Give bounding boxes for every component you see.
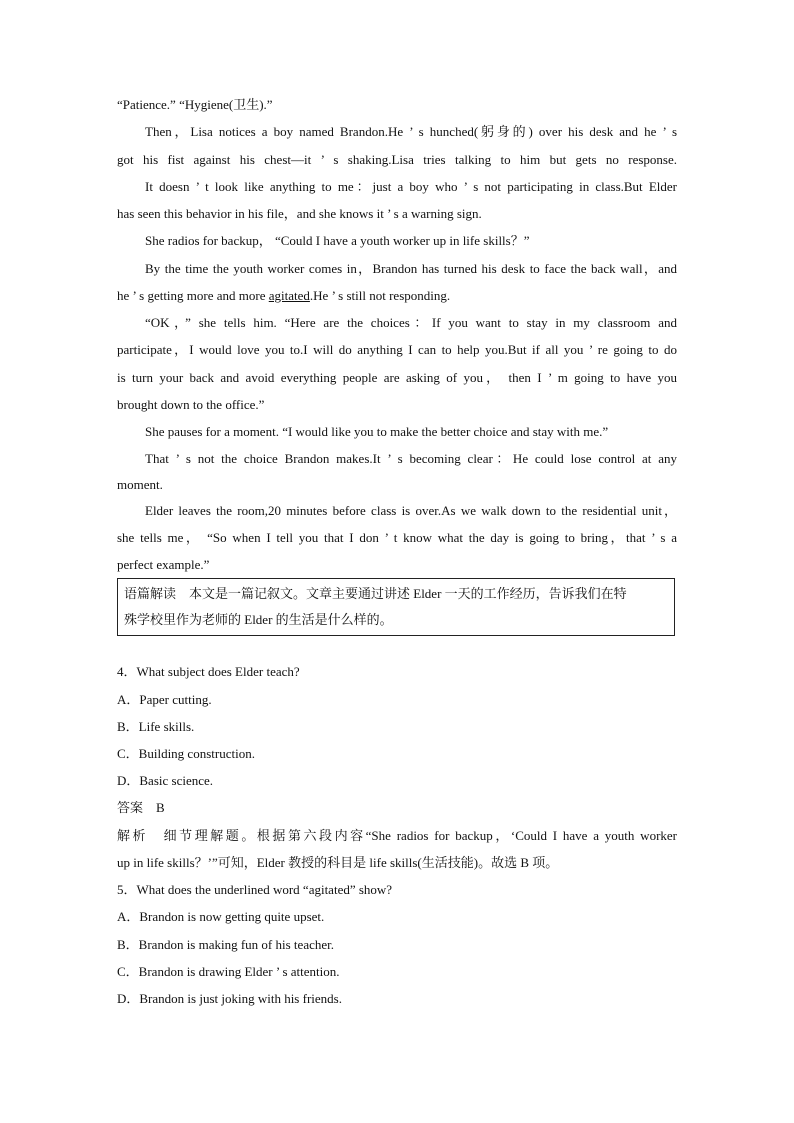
option-d: D．Brandon is just joking with his friends. xyxy=(117,991,342,1006)
passage-line: Elder leaves the room,20 minutes before class is over.As we walk down to the residential unit， xyxy=(145,503,677,518)
passage-line: She pauses for a moment. “I would like you to make the better choice and stay with me.” xyxy=(145,424,609,439)
question-stem: 5．What does the underlined word “agitated” show? xyxy=(117,882,393,897)
passage-line xyxy=(117,288,677,304)
summary-line: 语篇解读 本文是一篇记叙文。文章主要通过讲述 Elder 一天的工作经历，告诉我们在特 xyxy=(124,586,627,601)
underlined-word: agitated xyxy=(268,288,310,303)
option-a: A．Paper cutting. xyxy=(117,692,212,707)
passage-line: participate，I would love you to.I will do anything I can to help you.But if all you ’ re going to do xyxy=(117,342,677,357)
option-c: C．Brandon is drawing Elder ’ s attention. xyxy=(117,964,340,979)
passage-line: It doesn ’ t look like anything to me：just a boy who ’ s not participating in class.But Elder xyxy=(145,179,677,194)
option-b: B．Life skills. xyxy=(117,719,195,734)
passage-text: he ’ s getting more and more xyxy=(117,288,269,303)
analysis-line: up in life skills？’”可知，Elder 教授的科目是 life skills(生活技能)。故选 B 项。 xyxy=(117,855,559,870)
summary-line: 殊学校里作为老师的 Elder 的生活是什么样的。 xyxy=(124,612,393,627)
passage-line: “Patience.” “Hygiene(卫生).” xyxy=(117,97,273,112)
passage-line: got his fist against his chest—it ’ s shaking.Lisa tries talking to him but gets no response. xyxy=(117,152,677,167)
option-d: D．Basic science. xyxy=(117,773,214,788)
passage-line: has seen this behavior in his file，and she knows it ’ s a warning sign. xyxy=(117,206,482,221)
passage-line: By the time the youth worker comes in，Brandon has turned his desk to face the back wall，and xyxy=(145,261,677,276)
option-b: B．Brandon is making fun of his teacher. xyxy=(117,937,334,952)
analysis-line: 解析 细节理解题。根据第六段内容“She radios for backup，‘Could I have a youth worker xyxy=(117,828,677,843)
question-stem: 4．What subject does Elder teach? xyxy=(117,664,300,679)
passage-line: perfect example.” xyxy=(117,557,210,572)
answer: 答案 B xyxy=(117,800,165,815)
passage-line: “OK，” she tells him. “Here are the choices：If you want to stay in my classroom and xyxy=(145,315,677,330)
passage-line: That ’ s not the choice Brandon makes.It ’ s becoming clear：He could lose control at any xyxy=(145,451,677,466)
option-a: A．Brandon is now getting quite upset. xyxy=(117,909,325,924)
passage-line: she tells me， “So when I tell you that I don ’ t know what the day is going to bring，that ’ s a xyxy=(117,530,677,545)
passage-line: moment. xyxy=(117,477,163,492)
passage-line: brought down to the office.” xyxy=(117,397,265,412)
reading-summary-box xyxy=(117,578,675,636)
passage-line: is turn your back and avoid everything people are asking of you， then I ’ m going to have you xyxy=(117,370,677,385)
passage-line: She radios for backup， “Could I have a youth worker up in life skills？” xyxy=(145,233,530,248)
passage-line: Then，Lisa notices a boy named Brandon.He ’ s hunched(躬身的) over his desk and he ’ s xyxy=(145,124,677,139)
option-c: C．Building construction. xyxy=(117,746,255,761)
passage-text: .He ’ s still not responding. xyxy=(309,288,451,303)
